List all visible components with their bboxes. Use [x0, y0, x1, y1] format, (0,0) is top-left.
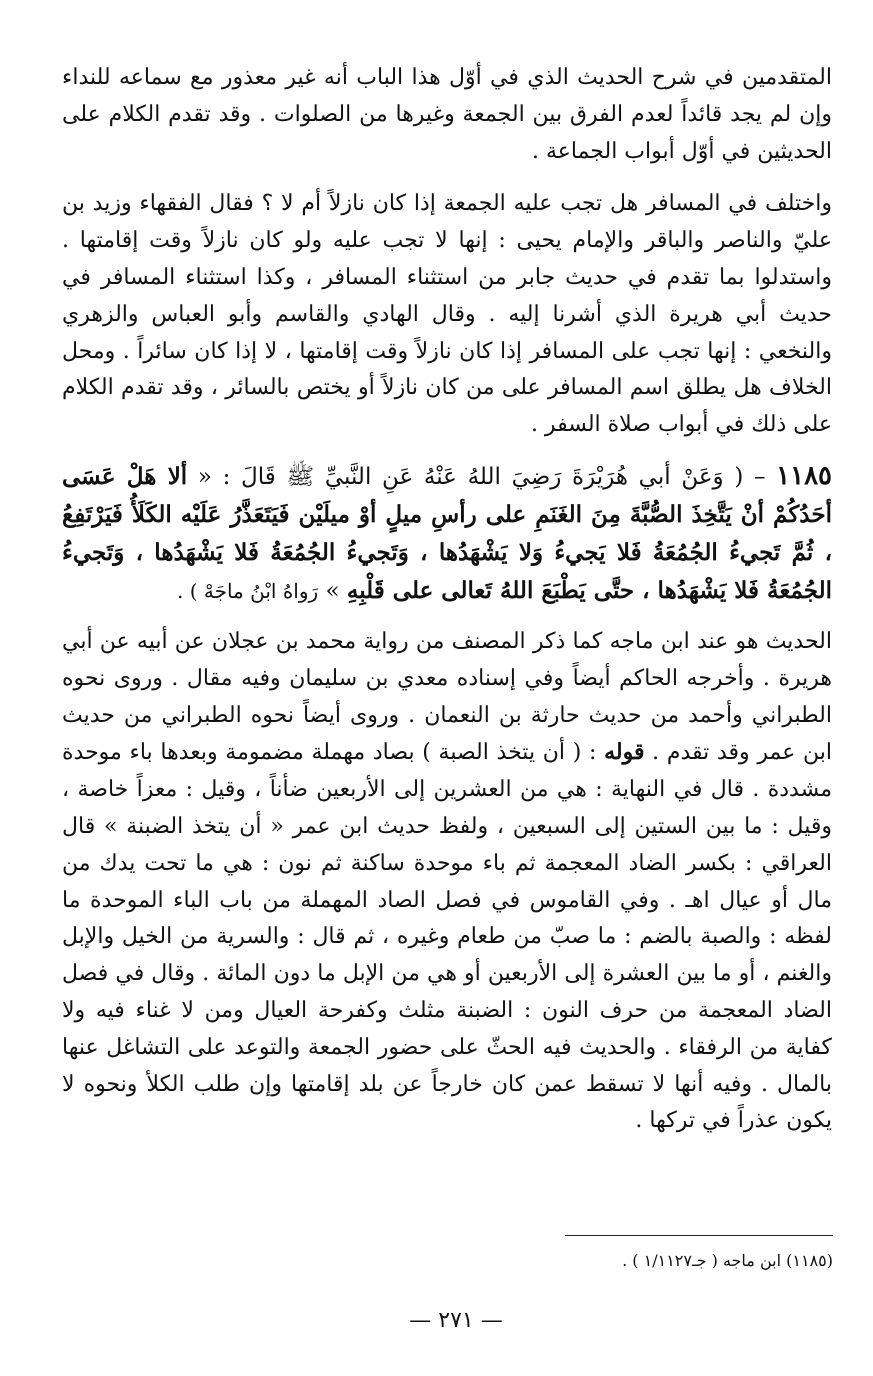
quote-open: «	[197, 463, 212, 490]
paragraph-intro: المتقدمين في شرح الحديث الذي في أوّل هذا الباب أنه غير معذور مع سماعه للنداء وإن لم يجد قائداً لعدم الفرق بين الجمعة وغيرها من الصلوات . وقد تقدم الكلام على الحديثين في أوّل أبواب الجماعة .	[62, 65, 832, 164]
hadith-dash: –	[753, 463, 766, 490]
hadith-narration: رَواهُ ابْنُ ماجَهْ ) .	[177, 578, 319, 603]
qawluhu-label: قوله	[604, 739, 645, 766]
commentary-part1: الحديث هو عند ابن ماجه كما ذكر المصنف من رواية محمد بن عجلان عن أبيه عن أبي هريرة . وأخرجه الحاكم أيضاً وفي إسناده معدي بن سليمان وفيه مقال . وروى نحوه الطبراني وأحمد من حديث حارثة بن النعمان . وروى أيضاً نحوه الطبراني من حديث ابن عمر وقد تقدم .	[62, 628, 832, 766]
paragraph-commentary	[62, 624, 832, 1140]
page-number: — ٢٧١ —	[409, 1308, 503, 1333]
quote-close: »	[325, 577, 340, 604]
hadith-intro: ( وَعَنْ أبي هُرَيْرَةَ رَضِيَ اللهُ عَنْهُ عَنِ النَّبيِّ ﷺ قَالَ :	[222, 463, 744, 490]
hadith-block	[62, 458, 832, 610]
hadith-number: ١١٨٥	[776, 460, 833, 491]
footnote: (١١٨٥) ابن ماجه ( جـ١/١١٢٧ ) .	[622, 1251, 833, 1270]
commentary-part2: : ( أن يتخذ الصبة ) بصاد مهملة مضمومة وبعدها باء موحدة مشددة . قال في النهاية : هي من العشرين إلى الأربعين ضأناً ، وقيل : معزاً خاصة ، وقيل : ما بين الستين إلى السبعين ، ولفظ حديث ابن عمر « أن يتخذ الضبنة » قال العراقي : بكسر الضاد المعجمة ثم باء موحدة ساكنة ثم نون : هي ما تحت يدك من مال أو عيال اهـ . وفي القاموس في فصل الصاد المهملة من باب الباء الموحدة ما لفظه : والصبة بالضم : ما صبّ من طعام وغيره ، ثم قال : والسرية من الخيل والإبل والغنم ، أو ما بين العشرة إلى الأربعين أو هي من الإبل ما دون المائة . وقال في فصل الضاد المعجمة من حرف النون : الضبنة مثلث وكفرحة العيال ومن لا غناء فيه ولا كفاية من الرفقاء . والحديث فيه الحثّ على حضور الجمعة والتوعد على التشاغل عنها بالمال . وفيه أنها لا تسقط عمن كان خارجاً عن بلد إقامتها وإن طلب الكلأ ونحوه لا يكون عذراً في تركها .	[62, 740, 833, 1134]
hadith-text: ألا هَلْ عَسَى أحَدُكُمْ أنْ يَتَّخِذَ الصُّبَّةَ مِنَ الغَنَمِ على رأسِ ميلٍ أوْ ميلَيْن فَيَتَعَذَّرُ عَلَيْه الكَلَأُ فَيَرْتَفِعُ ، ثُمَّ تَجيءُ الجُمُعَةُ فَلا يَجيءُ وَلا يَشْهَدُها ، وَتَجيءُ الجُمُعَةُ فَلا يَشْهَدُها ، وَتَجيءُ الجُمُعَةُ فَلا يَشْهَدُها ، حتَّى يَطْبَعَ اللهُ تَعالى على قَلْبِهِ	[62, 462, 832, 604]
paragraph-traveler: واختلف في المسافر هل تجب عليه الجمعة إذا كان نازلاً أم لا ؟ فقال الفقهاء وزيد بن عليّ والناصر والباقر والإمام يحيى : إنها لا تجب عليه ولو كان نازلاً وقت إقامتها . واستدلوا بما تقدم في حديث جابر من استثناء المسافر ، وكذا استثناء المسافر في حديث أبي هريرة الذي أشرنا إليه . وقال الهادي والقاسم وأبو العباس والزهري والنخعي : إنها تجب على المسافر إذا كان نازلاً وقت إقامتها ، لا إذا كان سائراً . ومحل الخلاف هل يطلق اسم المسافر على من كان نازلاً أو يختص بالسائر ، وقد تقدم الكلام على ذلك في أبواب صلاة السفر .	[62, 191, 832, 438]
page-body	[62, 60, 832, 1140]
footnote-divider	[565, 1235, 833, 1236]
